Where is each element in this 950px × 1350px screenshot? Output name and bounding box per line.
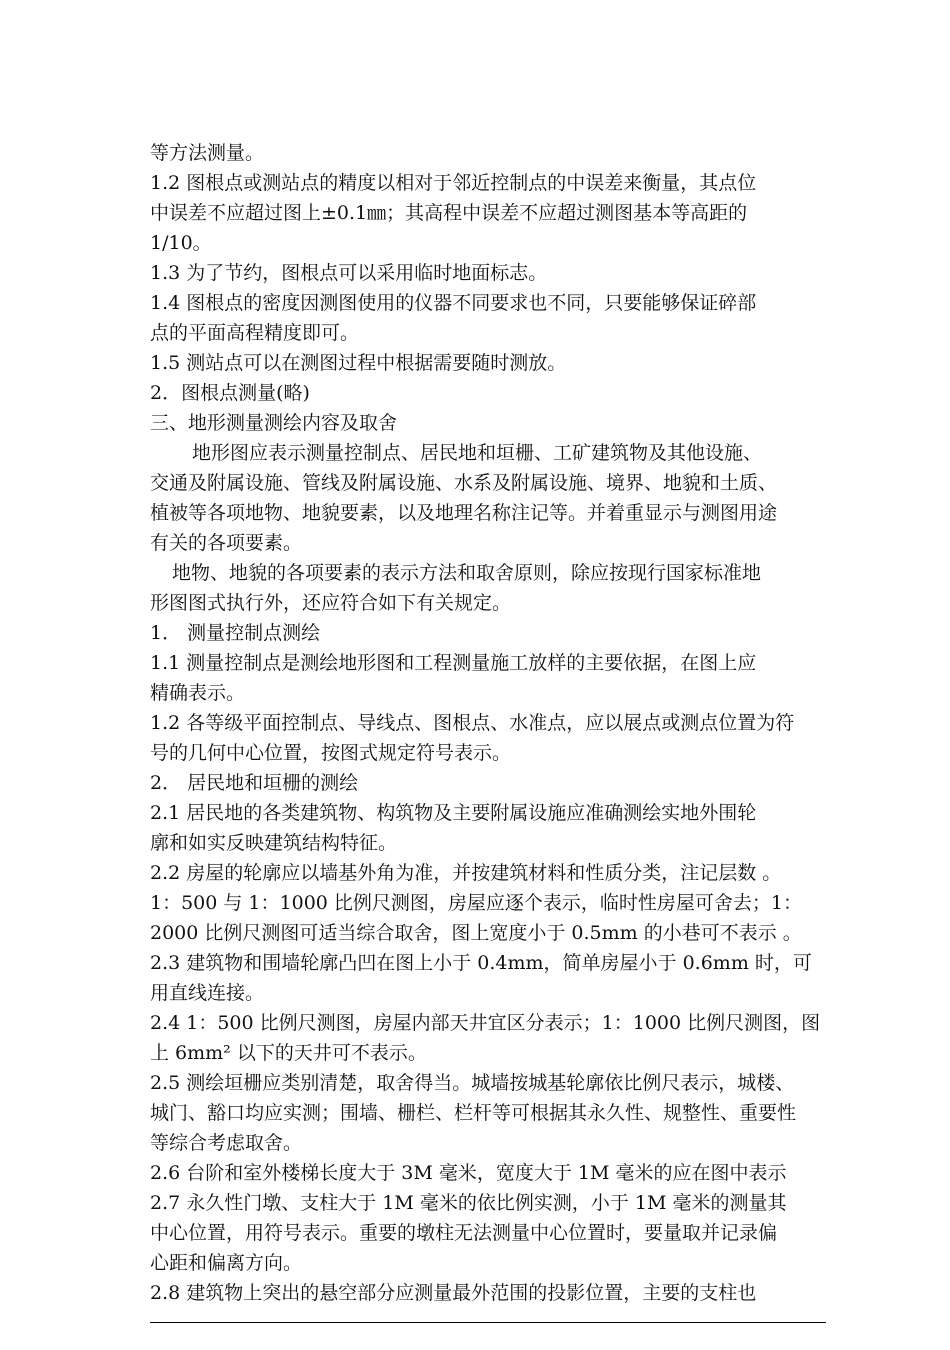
paragraph-first-line: 地物、地貌的各项要素的表示方法和取舍原则，除应按现行国家标准地 xyxy=(172,562,762,584)
text-line: 2.3 建筑物和围墙轮廓凸凹在图上小于 0.4mm，简单房屋小于 0.6mm 时，可 xyxy=(150,952,812,974)
text-line: 2.8 建筑物上突出的悬空部分应测量最外范围的投影位置，主要的支柱也 xyxy=(150,1282,757,1304)
text-line: 等方法测量。 xyxy=(150,142,265,164)
text-line: 交通及附属设施、管线及附属设施、水系及附属设施、境界、地貌和土质、 xyxy=(150,472,778,494)
text-line: 2.1 居民地的各类建筑物、构筑物及主要附属设施应准确测绘实地外围轮 xyxy=(150,802,757,824)
section-heading: 1． 测量控制点测绘 xyxy=(150,622,321,644)
text-line: 上 6mm² 以下的天井可不表示。 xyxy=(150,1042,427,1064)
text-line: 1.2 图根点或测站点的精度以相对于邻近控制点的中误差来衡量，其点位 xyxy=(150,172,757,194)
text-line: 1：500 与 1：1000 比例尺测图，房屋应逐个表示，临时性房屋可舍去；1： xyxy=(150,892,803,914)
text-line: 形图图式执行外，还应符合如下有关规定。 xyxy=(150,592,512,614)
text-line: 中误差不应超过图上±0.1㎜；其高程中误差不应超过测图基本等高距的 xyxy=(150,202,748,224)
text-line: 2.2 房屋的轮廓应以墙基外角为准，并按建筑材料和性质分类，注记层数 。 xyxy=(150,862,782,884)
text-line: 1.5 测站点可以在测图过程中根据需要随时测放。 xyxy=(150,352,567,374)
text-line: 2000 比例尺测图可适当综合取舍，图上宽度小于 0.5mm 的小巷可不表示 。 xyxy=(150,922,802,944)
section-heading: 2． 居民地和垣栅的测绘 xyxy=(150,772,359,794)
text-line: 1.2 各等级平面控制点、导线点、图根点、水准点，应以展点或测点位置为符 xyxy=(150,712,795,734)
text-line: 点的平面高程精度即可。 xyxy=(150,322,360,344)
footer-divider xyxy=(150,1322,826,1323)
text-line: 廓和如实反映建筑结构特征。 xyxy=(150,832,398,854)
text-line: 中心位置，用符号表示。重要的墩柱无法测量中心位置时，要量取并记录偏 xyxy=(150,1222,778,1244)
text-line: 2.7 永久性门墩、支柱大于 1M 毫米的依比例实测，小于 1M 毫米的测量其 xyxy=(150,1192,787,1214)
text-line: 有关的各项要素。 xyxy=(150,532,303,554)
text-line: 等综合考虑取舍。 xyxy=(150,1132,303,1154)
text-line: 号的几何中心位置，按图式规定符号表示。 xyxy=(150,742,512,764)
text-line: 城门、豁口均应实测；围墙、栅栏、栏杆等可根据其永久性、规整性、重要性 xyxy=(150,1102,797,1124)
text-line: 2.5 测绘垣栅应类别清楚，取舍得当。城墙按城基轮廓依比例尺表示，城楼、 xyxy=(150,1072,795,1094)
text-line: 心距和偏离方向。 xyxy=(150,1252,303,1274)
text-line: 精确表示。 xyxy=(150,682,246,704)
paragraph-first-line: 地形图应表示测量控制点、居民地和垣栅、工矿建筑物及其他设施、 xyxy=(192,442,763,464)
text-line: 2.6 台阶和室外楼梯长度大于 3M 毫米，宽度大于 1M 毫米的应在图中表示 xyxy=(150,1162,787,1184)
text-line: 用直线连接。 xyxy=(150,982,265,1004)
chapter-heading: 三、地形测量测绘内容及取舍 xyxy=(150,412,398,434)
text-line: 2.4 1：500 比例尺测图，房屋内部天井宜区分表示；1：1000 比例尺测图，图 xyxy=(150,1012,821,1034)
section-heading: 2．图根点测量(略) xyxy=(150,382,310,404)
text-line: 1.1 测量控制点是测绘地形图和工程测量施工放样的主要依据，在图上应 xyxy=(150,652,757,674)
document-body xyxy=(150,138,840,1308)
text-line: 1.3 为了节约，图根点可以采用临时地面标志。 xyxy=(150,262,548,284)
text-line: 1.4 图根点的密度因测图使用的仪器不同要求也不同，只要能够保证碎部 xyxy=(150,292,757,314)
text-line: 植被等各项地物、地貌要素，以及地理名称注记等。并着重显示与测图用途 xyxy=(150,502,778,524)
text-line: 1/10。 xyxy=(150,232,212,254)
